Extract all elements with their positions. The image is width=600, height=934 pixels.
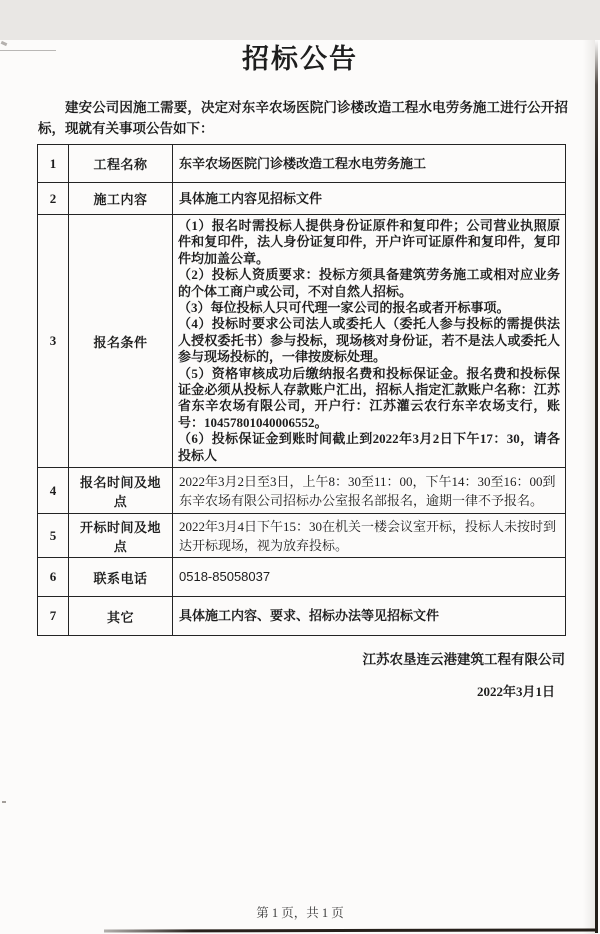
table-row-project-name (38, 145, 566, 183)
condition-item-4: （4）投标时要求公司法人或委托人（委托人参与投标的需提供法人授权委托书）参与投标，现场核对身份证，若不是法人或委托人参与现场投标的，一律按废标处理。 (178, 316, 560, 365)
row-content: 2022年3月2日至3日，上午8：30至11：00，下午14：30至16：00到东辛农场有限公司招标办公室报名部报名，逾期一律不予报名。 (173, 468, 566, 514)
row-label: 报名条件 (69, 215, 173, 468)
row-label: 报名时间及地点 (69, 468, 173, 514)
condition-item-3: （3）每位投标人只可代理一家公司的报名或者开标事项。 (178, 300, 510, 316)
document-title: 招标公告 (242, 44, 358, 74)
row-number: 2 (38, 183, 69, 215)
scanned-document-page (0, 40, 600, 934)
table-row-bid-opening-time-place (38, 514, 566, 558)
table-row-other (38, 597, 566, 636)
row-number: 6 (38, 558, 69, 597)
condition-item-2: （2）投标人资质要求：投标方须具备建筑劳务施工或相对应业务的个体工商户或公司，不对自然人招标。 (178, 267, 560, 299)
row-content (173, 215, 566, 468)
scan-edge-right (595, 40, 598, 933)
row-number: 4 (38, 468, 69, 514)
row-content: 具体施工内容、要求、招标办法等见招标文件 (173, 597, 566, 636)
condition-item-1: （1）报名时需投标人提供身份证原件和复印件；公司营业执照原件和复印件，法人身份证复印件，开户许可证原件和复印件，复印件均加盖公章。 (178, 218, 560, 266)
row-label: 开标时间及地点 (69, 514, 173, 558)
scan-speck-bottom-left (2, 801, 6, 803)
row-content: 具体施工内容见招标文件 (173, 183, 566, 215)
table-row-construction-content (38, 183, 566, 215)
row-content: 2022年3月4日下午15：30在机关一楼会议室开标，投标人未按时到达开标现场，视为放弃投标。 (173, 514, 566, 558)
scan-line-top-left (0, 50, 56, 51)
table-row-contact-phone (38, 558, 566, 597)
row-label: 其它 (69, 597, 173, 636)
row-number: 1 (38, 145, 69, 183)
row-number: 3 (38, 215, 69, 468)
row-content-phone: 0518-85058037 (173, 558, 566, 597)
scan-shadow-right (583, 40, 595, 934)
intro-paragraph: 建安公司因施工需要，决定对东辛农场医院门诊楼改造工程水电劳务施工进行公开招标，现就有关事项公告如下： (38, 100, 568, 136)
issuer-signature: 江苏农垦连云港建筑工程有限公司 (362, 652, 565, 668)
table-row-registration-time-place (38, 468, 566, 514)
row-number: 7 (38, 597, 69, 636)
issue-date: 2022年3月1日 (476, 684, 555, 700)
condition-item-5: （5）资格审核成功后缴纳报名费和投标保证金。报名费和投标保证金必须从投标人存款账户汇出，招标人指定汇款账户名称：江苏省东辛农场有限公司，开户行：江苏灌云农行东辛农场支行，账号：10457801040006552。 (178, 365, 560, 430)
scan-edge-bottom (104, 928, 598, 932)
table-row-registration-conditions (38, 215, 566, 468)
row-content: 东辛农场医院门诊楼改造工程水电劳务施工 (173, 145, 566, 183)
tender-info-table (37, 144, 566, 636)
row-label: 联系电话 (69, 558, 173, 597)
row-label: 工程名称 (69, 145, 173, 183)
page-number-footer: 第 1 页，共 1 页 (256, 906, 344, 920)
row-number: 5 (38, 514, 69, 558)
row-label: 施工内容 (69, 183, 173, 215)
condition-item-6: （6）投标保证金到账时间截止到2022年3月2日下午17：30，请各投标人 (178, 431, 560, 463)
